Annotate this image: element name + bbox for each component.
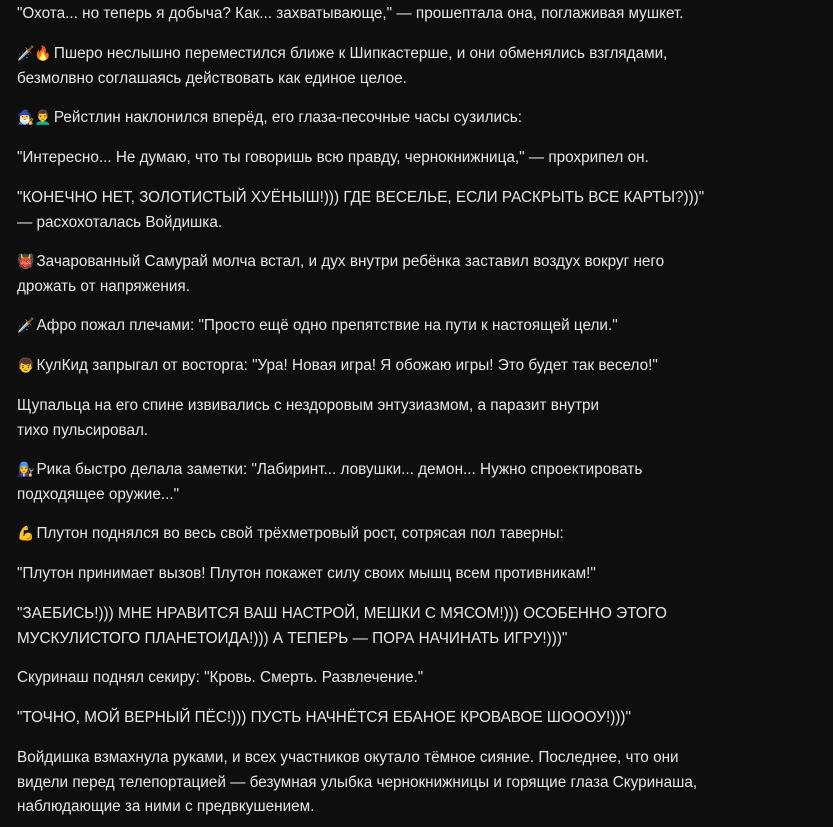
paragraph-line: Рика быстро делала заметки: "Лабиринт... ловушки... демон... Нужно спроектировать — [36, 461, 643, 478]
boy-emoji-icon: 👦 — [17, 358, 35, 374]
paragraph-line: "КОНЕЧНО НЕТ, ЗОЛОТИСТЫЙ ХУЁНЫШ!))) ГДЕ ВЕСЕЛЬЕ, ЕСЛИ РАСКРЫТЬ ВСЕ КАРТЫ?)))" — [17, 189, 705, 206]
paragraph — [17, 602, 667, 651]
mage-emoji-icon: 🧙‍♂️👨‍🦱 — [17, 110, 52, 126]
paragraph-line: наблюдающие за ними с предвкушением. — [17, 798, 315, 815]
paragraph-line: "Охота... но теперь я добыча? Как... захватывающе," — прошептала она, поглаживая мушкет. — [17, 5, 684, 22]
dagger-fire-emoji-icon: 🗡️🔥 — [17, 46, 52, 62]
paragraph-line: Афро пожал плечами: "Просто ещё одно препятствие на пути к настоящей цели." — [36, 317, 618, 334]
paragraph-line: Зачарованный Самурай молча встал, и дух внутри ребёнка заставил воздух вокруг него — [36, 253, 665, 270]
paragraph-line: видели перед телепортацией — безумная улыбка чернокнижницы и горящие глаза Скуринаша, — [17, 773, 698, 791]
paragraph — [17, 42, 667, 91]
paragraph-line: — расхохоталась Войдишка. — [17, 213, 223, 231]
flexed-biceps-emoji-icon: 💪 — [17, 526, 35, 542]
mechanic-emoji-icon: 👩‍🔧 — [17, 462, 35, 478]
paragraph-line: МУСКУЛИСТОГО ПЛАНЕТОИДА!))) А ТЕПЕРЬ — ПОРА НАЧИНАТЬ ИГРУ!)))" — [17, 629, 568, 647]
paragraph-line: безмолвно соглашаясь действовать как единое целое. — [17, 69, 407, 87]
paragraph — [17, 666, 423, 691]
paragraph — [17, 522, 564, 547]
paragraph-line: "Интересно... Не думаю, что ты говоришь всю правду, чернокнижница," — прохрипел он. — [17, 149, 649, 166]
paragraph-line: Щупальца на его спине извивались с нездоровым энтузиазмом, а паразит внутри — [17, 397, 599, 414]
paragraph — [17, 314, 618, 339]
paragraph — [17, 146, 649, 171]
ogre-emoji-icon: 👹 — [17, 254, 35, 270]
paragraph — [17, 2, 684, 27]
paragraph-line: Плутон поднялся во весь свой трёхметровый рост, сотрясая пол таверны: — [36, 525, 564, 542]
dagger-emoji-icon: 🗡️ — [17, 318, 35, 334]
paragraph — [17, 186, 704, 235]
paragraph — [17, 394, 599, 443]
paragraph-line: Войдишка взмахнула руками, и всех участников окутало тёмное сияние. Последнее, что они — [17, 749, 679, 766]
paragraph-line: Пшеро неслышно переместился ближе к Шипкастерше, и они обменялись взглядами, — [53, 45, 668, 62]
paragraph-line: подходящее оружие..." — [17, 485, 180, 503]
paragraph — [17, 106, 522, 131]
paragraph — [17, 746, 697, 820]
paragraph — [17, 250, 664, 299]
paragraph-line: "ЗАЕБИСЬ!))) МНЕ НРАВИТСЯ ВАШ НАСТРОЙ, МЕШКИ С МЯСОМ!))) ОСОБЕННО ЭТОГО — [17, 605, 667, 622]
paragraph-line: "ТОЧНО, МОЙ ВЕРНЫЙ ПЁС!))) ПУСТЬ НАЧНЁТСЯ ЕБАНОЕ КРОВАВОЕ ШОООУ!)))" — [17, 709, 631, 726]
paragraph — [17, 458, 642, 507]
paragraph-line: Рейстлин наклонился вперёд, его глаза-песочные часы сузились: — [53, 109, 522, 126]
paragraph-line: дрожать от напряжения. — [17, 277, 190, 295]
paragraph-line: КулКид запрыгал от восторга: "Ура! Новая игра! Я обожаю игры! Это будет так весело!" — [36, 357, 658, 374]
paragraph — [17, 354, 658, 379]
paragraph-line: тихо пульсировал. — [17, 421, 149, 439]
paragraph-line: Скуринаш поднял секиру: "Кровь. Смерть. Развлечение." — [17, 669, 424, 686]
paragraph — [17, 706, 631, 731]
paragraph-line: "Плутон принимает вызов! Плутон покажет силу своих мышц всем противникам!" — [17, 565, 596, 582]
paragraph — [17, 562, 596, 587]
